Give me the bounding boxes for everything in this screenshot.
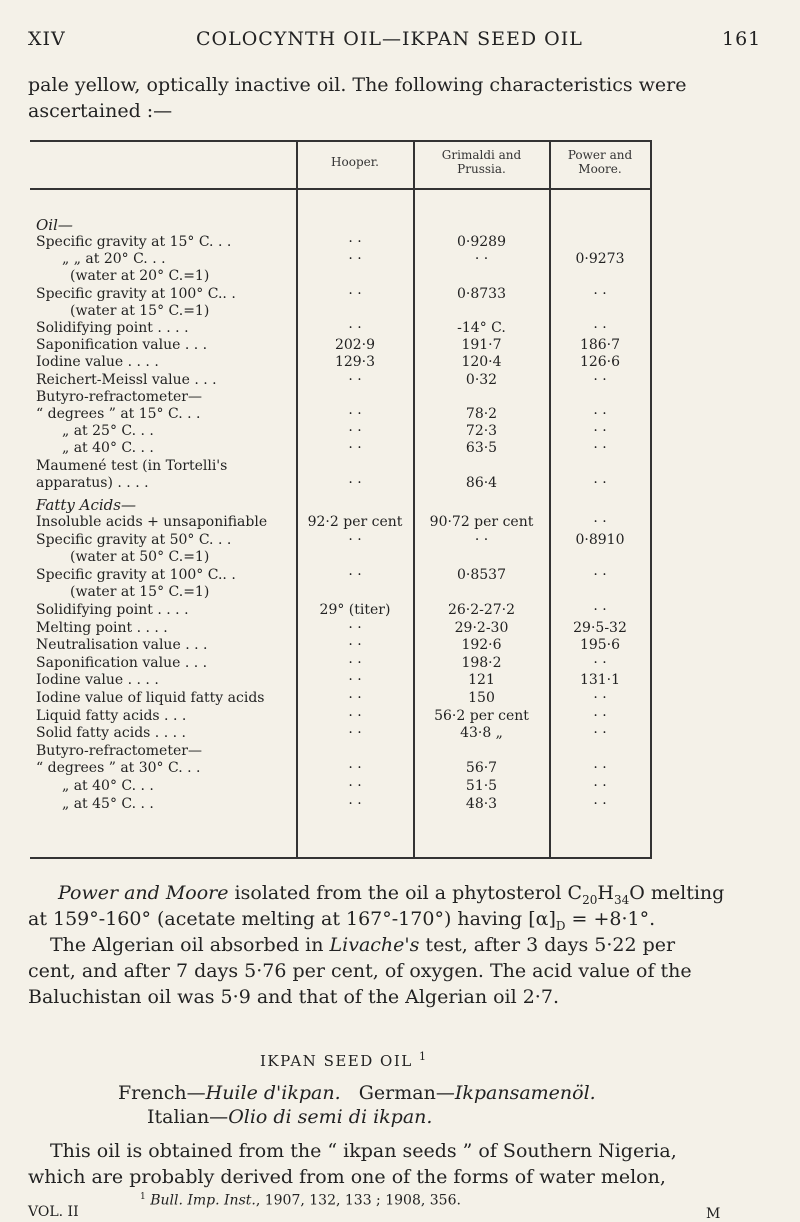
cell-c1: · · (348, 440, 362, 457)
cell-c2: 0·32 (465, 371, 498, 388)
cell-c3: 0·8910 (575, 531, 625, 548)
cell-c3: · · (593, 725, 607, 742)
cell-c3: 186·7 (579, 337, 621, 354)
row-label: „ at 40° C. . . (62, 440, 154, 457)
cell-c1: · · (348, 725, 362, 742)
names-line-2: Italian—Olio di semi di ikpan. (147, 1106, 433, 1128)
cell-c3: · · (593, 760, 607, 777)
oil-section-heading: Oil— (36, 216, 73, 234)
row-label: (water at 15° C.=1) (70, 584, 210, 601)
signature-mark: M (706, 1206, 721, 1222)
cell-c3: 126·6 (579, 354, 621, 371)
cell-c2: 48·3 (465, 795, 498, 812)
names-line-1: French—Huile d'ikpan. German—Ikpansamenöl. (118, 1082, 596, 1104)
cell-c3: 131·1 (579, 672, 621, 689)
row-label: Reichert-Meissl value . . . (36, 371, 217, 388)
cell-c1: · · (348, 474, 362, 491)
cell-c2: 150 (468, 690, 495, 706)
cell-c3: · · (593, 406, 607, 422)
cell-c1: · · (348, 760, 362, 777)
cell-c1: · · (348, 619, 362, 636)
row-label: Iodine value of liquid fatty acids (36, 690, 265, 706)
fatty-acids-heading: Fatty Acids— (36, 496, 136, 514)
cell-c1: · · (348, 251, 362, 268)
row-label: “ degrees ” at 15° C. . . (36, 406, 201, 422)
row-label: Specific gravity at 50° C. . . (36, 531, 232, 548)
cell-c3: · · (593, 707, 607, 724)
cell-c2: 192·6 (461, 637, 502, 654)
cell-c3: · · (593, 423, 607, 440)
cell-c3: · · (593, 285, 607, 302)
row-label: Solidifying point . . . . (36, 602, 189, 618)
cell-c1: · · (348, 406, 362, 422)
row-label: Saponification value . . . (36, 654, 208, 671)
cell-c3: 195·6 (579, 637, 621, 654)
cell-c1: · · (348, 320, 362, 336)
cell-c1: · · (348, 234, 362, 250)
row-label: (water at 15° C.=1) (70, 302, 210, 319)
cell-c3: · · (593, 440, 607, 457)
cell-c1: 92·2 per cent (307, 514, 403, 530)
row-label: „ at 45° C. . . (62, 795, 154, 812)
row-label: „ „ at 20° C. . . (62, 251, 166, 268)
row-label: “ degrees ” at 30° C. . . (36, 760, 201, 777)
para1-line-3: The Algerian oil absorbed in Livache's test, after 3 days 5·22 per (50, 934, 676, 956)
cell-c1: · · (348, 690, 362, 706)
row-label: Specific gravity at 100° C.. . (36, 566, 236, 583)
cell-c2: 43·8 „ (460, 725, 503, 742)
cell-c2: 78·2 (465, 406, 498, 422)
row-label: „ at 25° C. . . (62, 423, 154, 440)
para1-line-2: at 159°-160° (acetate melting at 167°-170°) having $[\alpha]_D = +8\cdot 1^\circ$. (28, 908, 656, 933)
row-label: Specific gravity at 15° C. . . (36, 234, 232, 250)
cell-c2: 0·9289 (457, 234, 506, 250)
cell-c3: 0·9273 (575, 251, 625, 268)
intro-line-1: pale yellow, optically inactive oil. The following characteristics were (28, 74, 687, 96)
row-label: Liquid fatty acids . . . (36, 707, 187, 724)
row-label: Specific gravity at 100° C.. . (36, 285, 236, 302)
row-label: Iodine value . . . . (36, 672, 159, 689)
cell-c2: 198·2 (461, 654, 502, 671)
para2-line-1: This oil is obtained from the “ ikpan seeds ” of Southern Nigeria, (50, 1140, 677, 1162)
cell-c2: 120·4 (461, 354, 502, 371)
cell-c1: · · (348, 566, 362, 583)
chapter-number: XIV (28, 28, 66, 50)
cell-c2: 86·4 (465, 474, 498, 491)
col-header-grimaldi: Grimaldi and Prussia. (441, 148, 522, 176)
cell-c1: · · (348, 707, 362, 724)
row-label: „ at 40° C. . . (62, 778, 154, 794)
row-label: Maumené test (in Tortelli's (36, 457, 228, 474)
cell-c2: -14° C. (457, 320, 506, 336)
cell-c3: · · (593, 371, 607, 388)
cell-c2: · · (474, 251, 489, 268)
volume-label: VOL. II (28, 1204, 79, 1220)
cell-c1: · · (348, 531, 362, 548)
cell-c2: 0·8733 (457, 285, 506, 302)
cell-c3: · · (593, 514, 607, 530)
para1-line-5: Baluchistan oil was 5·9 and that of the Algerian oil 2·7. (28, 986, 559, 1008)
footnote: $^1$ Bull. Imp. Inst., 1907, 132, 133 ; 1908, 356. (140, 1192, 461, 1209)
cell-c3: · · (593, 320, 607, 336)
cell-c2: 56·7 (465, 760, 498, 777)
intro-line-2: ascertained :— (28, 100, 173, 122)
row-label: Solidifying point . . . . (36, 320, 189, 336)
cell-c1: · · (348, 795, 362, 812)
row-label: Saponification value . . . (36, 337, 208, 354)
cell-c1: · · (348, 654, 362, 671)
cell-c1: · · (348, 778, 362, 794)
row-label: Insoluble acids + unsaponifiable (36, 514, 268, 530)
cell-c1: · · (348, 371, 362, 388)
row-label: Iodine value . . . . (36, 354, 159, 371)
cell-c3: · · (593, 602, 607, 618)
cell-c1: · · (348, 672, 362, 689)
cell-c2: 63·5 (465, 440, 498, 457)
para1-line-4: cent, and after 7 days 5·76 per cent, of oxygen. The acid value of the (28, 960, 692, 982)
row-label: apparatus) . . . . (36, 474, 149, 491)
row-label: (water at 50° C.=1) (70, 549, 210, 566)
cell-c1: 29° (titer) (319, 602, 391, 618)
cell-c2: 0·8537 (457, 566, 506, 583)
cell-c1: 202·9 (334, 337, 376, 354)
cell-c3: · · (593, 654, 607, 671)
running-title: COLOCYNTH OIL—IKPAN SEED OIL (196, 28, 583, 50)
row-label: Melting point . . . . (36, 619, 168, 636)
row-label: (water at 20° C.=1) (70, 268, 210, 285)
cell-c2: 72·3 (465, 423, 498, 440)
cell-c1: · · (348, 423, 362, 440)
cell-c1: · · (348, 637, 362, 654)
cell-c2: 26·2-27·2 (447, 602, 516, 618)
cell-c2: 121 (468, 672, 495, 689)
row-label: Butyro-refractometer— (36, 742, 202, 759)
cell-c2: 29·2-30 (454, 619, 509, 636)
cell-c3: · · (593, 795, 607, 812)
para2-line-2: which are probably derived from one of the forms of water melon, (28, 1166, 666, 1188)
cell-c2: 90·72 per cent (429, 514, 534, 530)
col-header-power-moore: Power and Moore. (567, 148, 633, 176)
col-header-hooper: Hooper. (331, 155, 379, 169)
cell-c3: 29·5-32 (573, 619, 627, 636)
cell-c1: 129·3 (334, 354, 376, 371)
cell-c2: 191·7 (461, 337, 502, 354)
cell-c2: · · (474, 531, 489, 548)
cell-c3: · · (593, 690, 607, 706)
cell-c1: · · (348, 285, 362, 302)
page-number: 161 (722, 28, 762, 50)
row-label: Neutralisation value . . . (36, 637, 208, 654)
cell-c3: · · (593, 566, 607, 583)
row-label: Butyro-refractometer— (36, 388, 202, 405)
row-label: Solid fatty acids . . . . (36, 725, 186, 742)
cell-c2: 51·5 (465, 778, 498, 794)
cell-c2: 56·2 per cent (434, 707, 529, 724)
section-heading: IKPAN SEED OIL $^1$ (260, 1050, 428, 1070)
para1-line-1: Power and Moore isolated from the oil a phytosterol $C_{20}H_{34}O$ melting (58, 882, 725, 907)
cell-c3: · · (593, 778, 607, 794)
cell-c3: · · (593, 474, 607, 491)
